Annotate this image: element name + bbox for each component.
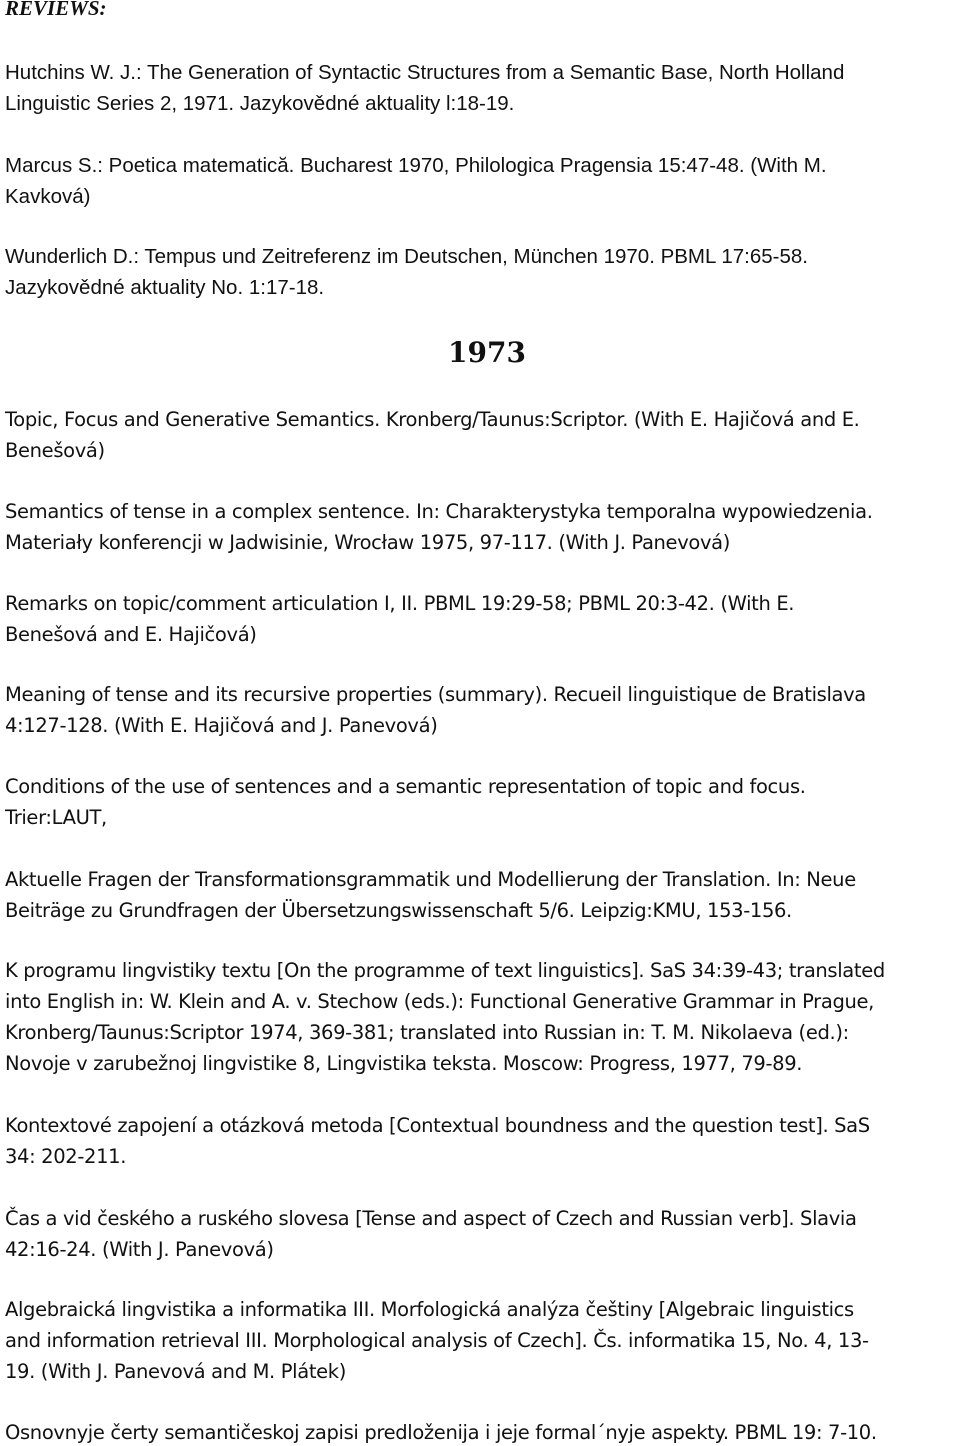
entry-line: Osnovnyje čerty semantičeskoj zapisi predloženija i jeje formal´nyje aspekty. PBML 19: 7-10. [5,1421,877,1444]
review-entry [5,150,960,212]
entry-line: Semantics of tense in a complex sentence. In: Charakterystyka temporalna wypowiedzenia. [5,500,873,523]
bibliography-entry [5,1417,960,1446]
entry-line: Materiały konferencji w Jadwisinie, Wrocław 1975, 97-117. (With J. Panevová) [5,531,731,554]
review-line: Linguistic Series 2, 1971. Jazykovědné aktuality l:18-19. [5,92,515,115]
entry-line: Remarks on topic/comment articulation I, II. PBML 19:29-58; PBML 20:3-42. (With E. [5,592,795,615]
review-entry [5,57,960,119]
entry-line: Novoje v zarubežnoj lingvistike 8, Lingvistika teksta. Moscow: Progress, 1977, 79-89. [5,1052,803,1075]
entry-line: 34: 202-211. [5,1145,127,1168]
bibliography-entry [5,1294,960,1387]
entry-line: Conditions of the use of sentences and a semantic representation of topic and focus. [5,775,806,798]
section-heading-reviews: REVIEWS: [5,0,107,20]
bibliography-entry [5,771,960,833]
bibliography-entry [5,679,960,741]
entry-line: Čas a vid českého a ruského slovesa [Tense and aspect of Czech and Russian verb]. Slavia [5,1207,857,1230]
bibliography-entry [5,588,960,650]
review-line: Marcus S.: Poetica matematică. Bucharest 1970, Philologica Pragensia 15:47-48. (With M. [5,154,827,177]
bibliography-entry [5,496,960,558]
entry-line: into English in: W. Klein and A. v. Stechow (eds.): Functional Generative Grammar in Prague, [5,990,874,1013]
bibliography-entry [5,864,960,926]
review-line: Kavková) [5,185,91,208]
bibliography-entry [5,1110,960,1172]
entry-line: and information retrieval III. Morphological analysis of Czech]. Čs. informatika 15, No. 4, 13- [5,1329,869,1352]
entry-line: 19. (With J. Panevová and M. Plátek) [5,1360,346,1383]
bibliography-entry [5,1203,960,1265]
entry-line: Meaning of tense and its recursive properties (summary). Recueil linguistique de Bratislava [5,683,866,706]
review-line: Jazykovědné aktuality No. 1:17-18. [5,276,325,299]
entry-line: Aktuelle Fragen der Transformationsgrammatik und Modellierung der Translation. In: Neue [5,868,856,891]
entry-line: Trier:LAUT, [5,806,107,829]
entry-line: Benešová) [5,439,105,462]
entry-line: Benešová and E. Hajičová) [5,623,257,646]
entry-line: Beiträge zu Grundfragen der Übersetzungswissenschaft 5/6. Leipzig:KMU, 153-156. [5,899,792,922]
review-entry [5,241,960,303]
entry-line: K programu lingvistiky textu [On the programme of text linguistics]. SaS 34:39-43; translated [5,959,885,982]
entry-line: 4:127-128. (With E. Hajičová and J. Panevová) [5,714,438,737]
entry-line: Kronberg/Taunus:Scriptor 1974, 369-381; translated into Russian in: T. M. Nikolaeva (ed.): [5,1021,849,1044]
entry-line: 42:16-24. (With J. Panevová) [5,1238,274,1261]
bibliography-entry [5,404,960,466]
review-line: Hutchins W. J.: The Generation of Syntactic Structures from a Semantic Base, North Holland [5,61,845,84]
entry-line: Topic, Focus and Generative Semantics. Kronberg/Taunus:Scriptor. (With E. Hajičová and E. [5,408,860,431]
year-heading: 1973 [448,336,526,369]
bibliography-entry [5,955,960,1079]
entry-line: Kontextové zapojení a otázková metoda [Contextual boundness and the question test]. SaS [5,1114,870,1137]
review-line: Wunderlich D.: Tempus und Zeitreferenz im Deutschen, München 1970. PBML 17:65-58. [5,245,808,268]
entry-line: Algebraická lingvistika a informatika III. Morfologická analýza češtiny [Algebraic linguistics [5,1298,854,1321]
